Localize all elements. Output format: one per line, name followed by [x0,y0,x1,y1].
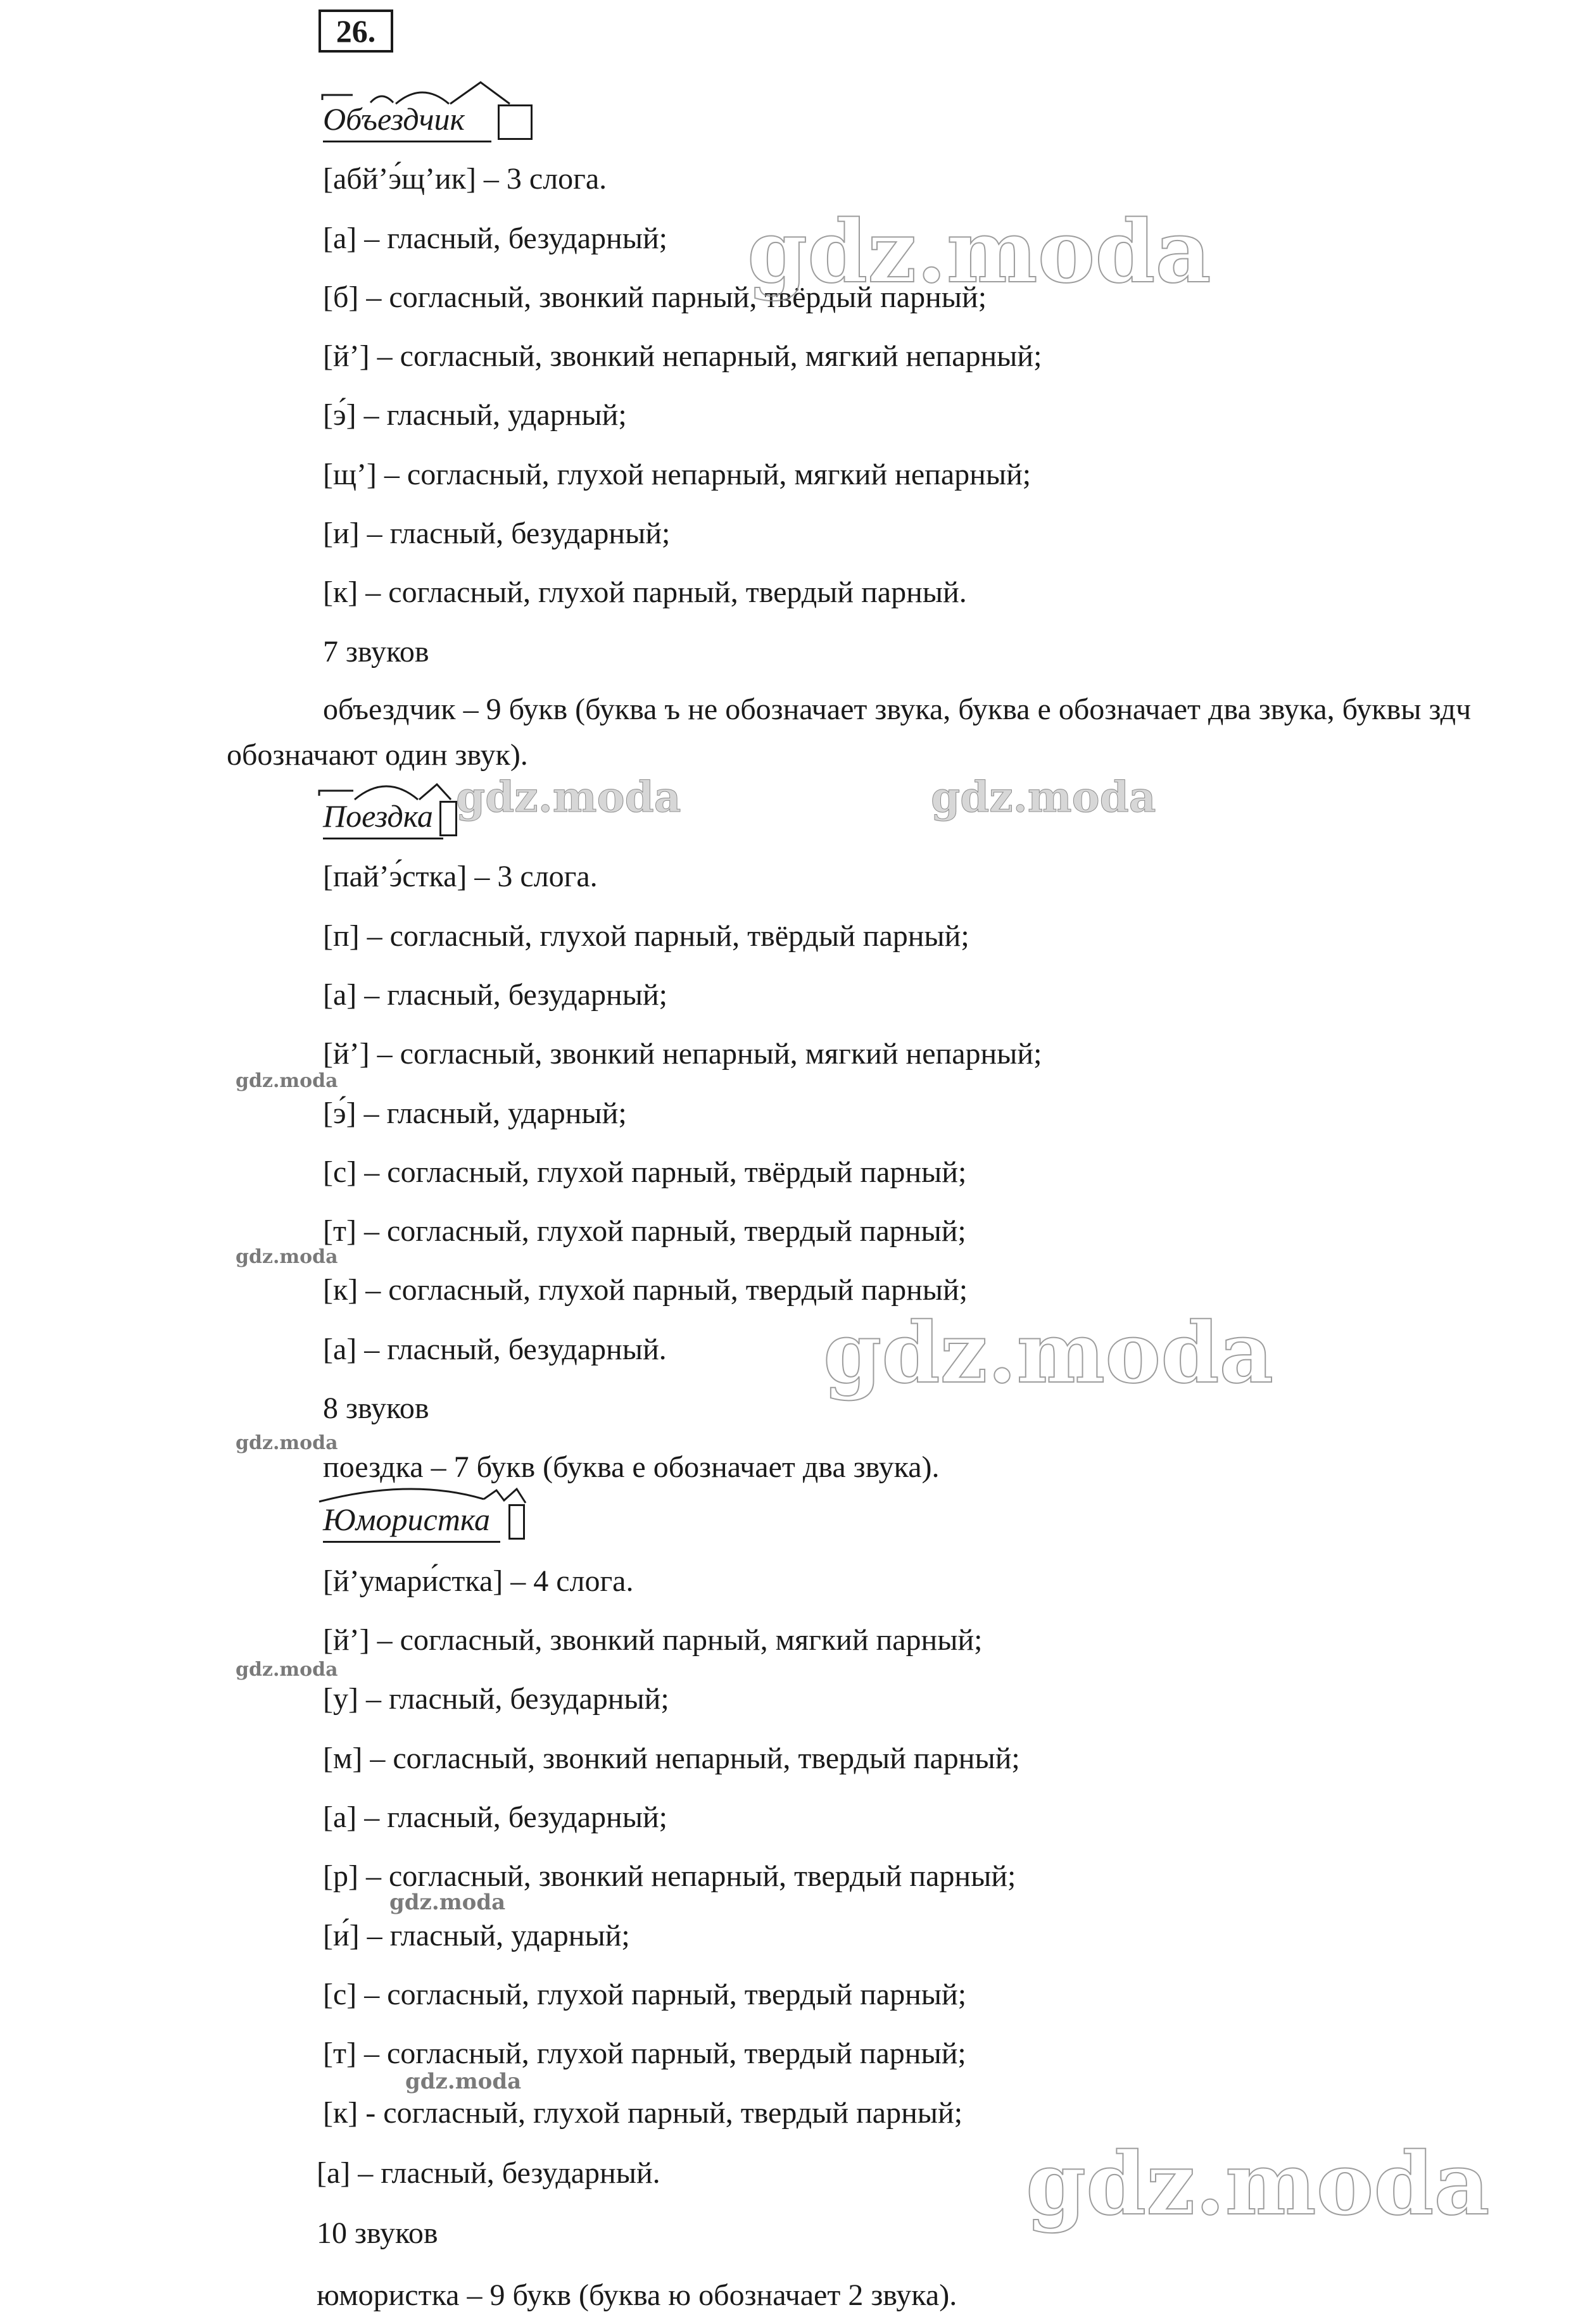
sound-line: [р] – согласный, звонкий непарный, твердый парный; [323,1859,1016,1893]
watermark: gdz.moda [931,772,1156,822]
sound-line: [и] – гласный, безударный; [323,517,671,550]
sound-line: [т] – согласный, глухой парный, твердый парный; [323,2037,966,2070]
word-title-2: Поездка [323,798,433,834]
sound-line: [щ’] – согласный, глухой непарный, мягкий непарный; [323,458,1032,491]
sound-line: [и́] – гласный, ударный; [323,1919,630,1952]
transcription-3: [й’умари́стка] – 4 слога. [323,1564,634,1598]
watermark: gdz.moda [236,1432,338,1454]
watermark: gdz.moda [389,1890,506,1915]
sound-line: [п] – согласный, глухой парный, твёрдый парный; [323,919,969,953]
sound-line: [а] – гласный, безударный; [323,222,668,255]
sound-line: [м] – согласный, звонкий непарный, твердый парный; [323,1742,1020,1775]
watermark: gdz.moda [456,772,681,822]
watermark: gdz.moda [236,1659,338,1681]
transcription-1: [абй’э́щ’ик] – 3 слога. [323,162,607,196]
sound-line: [у] – гласный, безударный; [323,1682,669,1716]
sound-line: [й’] – согласный, звонкий непарный, мягкий непарный; [323,339,1042,373]
watermark: gdz.moda [236,1246,338,1268]
summary-3: юмористка – 9 букв (буква ю обозначает 2 звука). [317,2278,957,2312]
sound-line: [к] – согласный, глухой парный, твердый парный. [323,575,967,609]
sound-line: [а] – гласный, безударный; [323,978,668,1012]
transcription-2: [пай’э́стка] – 3 слога. [323,860,598,893]
word-title-3: Юмористка [323,1502,490,1537]
ending-box-1 [498,104,533,140]
sound-line: [й’] – согласный, звонкий непарный, мягкий непарный; [323,1037,1042,1071]
sound-line: [й’] – согласный, звонкий парный, мягкий парный; [323,1623,983,1657]
word-title-1: Объездчик [323,101,465,137]
watermark: gdz.moda [236,1070,338,1092]
root-underline-1 [323,141,491,142]
sound-line: [а] – гласный, безударный; [323,1800,668,1834]
sound-line: [а] – гласный, безударный. [317,2156,660,2190]
sound-count-2: 8 звуков [323,1391,429,1425]
summary-2: поездка – 7 букв (буква е обозначает два звука). [323,1450,940,1484]
sound-line: [к] – согласный, глухой парный, твердый парный; [323,1273,968,1307]
watermark: gdz.moda [1026,2133,1490,2235]
summary-1: объездчик – 9 букв (буква ъ не обозначает звука, буква е обозначает два звука, буквы здч обозначают один звук). [227,693,1472,772]
sound-line: [с] – согласный, глухой парный, твердый парный; [323,1978,967,2011]
sound-line: [т] – согласный, глухой парный, твердый парный; [323,1214,966,1248]
sound-line: [а] – гласный, безударный. [323,1333,667,1366]
root-underline-2 [323,838,443,839]
watermark: gdz.moda [747,201,1211,303]
sound-line: [к] - согласный, глухой парный, твердый парный; [323,2096,963,2130]
sound-line: [э́] – гласный, ударный; [323,1096,627,1130]
ending-box-3 [508,1504,525,1540]
exercise-number: 26. [319,9,393,53]
sound-line: [с] – согласный, глухой парный, твёрдый парный; [323,1155,967,1189]
sound-count-1: 7 звуков [323,635,429,669]
sound-line: [б] – согласный, звонкий парный, твёрдый парный; [323,280,987,314]
ending-box-2 [439,801,457,836]
sound-line: [э́] – гласный, ударный; [323,398,627,432]
watermark: gdz.moda [823,1304,1274,1402]
root-underline-3 [323,1541,500,1543]
watermark: gdz.moda [405,2069,522,2094]
sound-count-3: 10 звуков [317,2216,438,2250]
